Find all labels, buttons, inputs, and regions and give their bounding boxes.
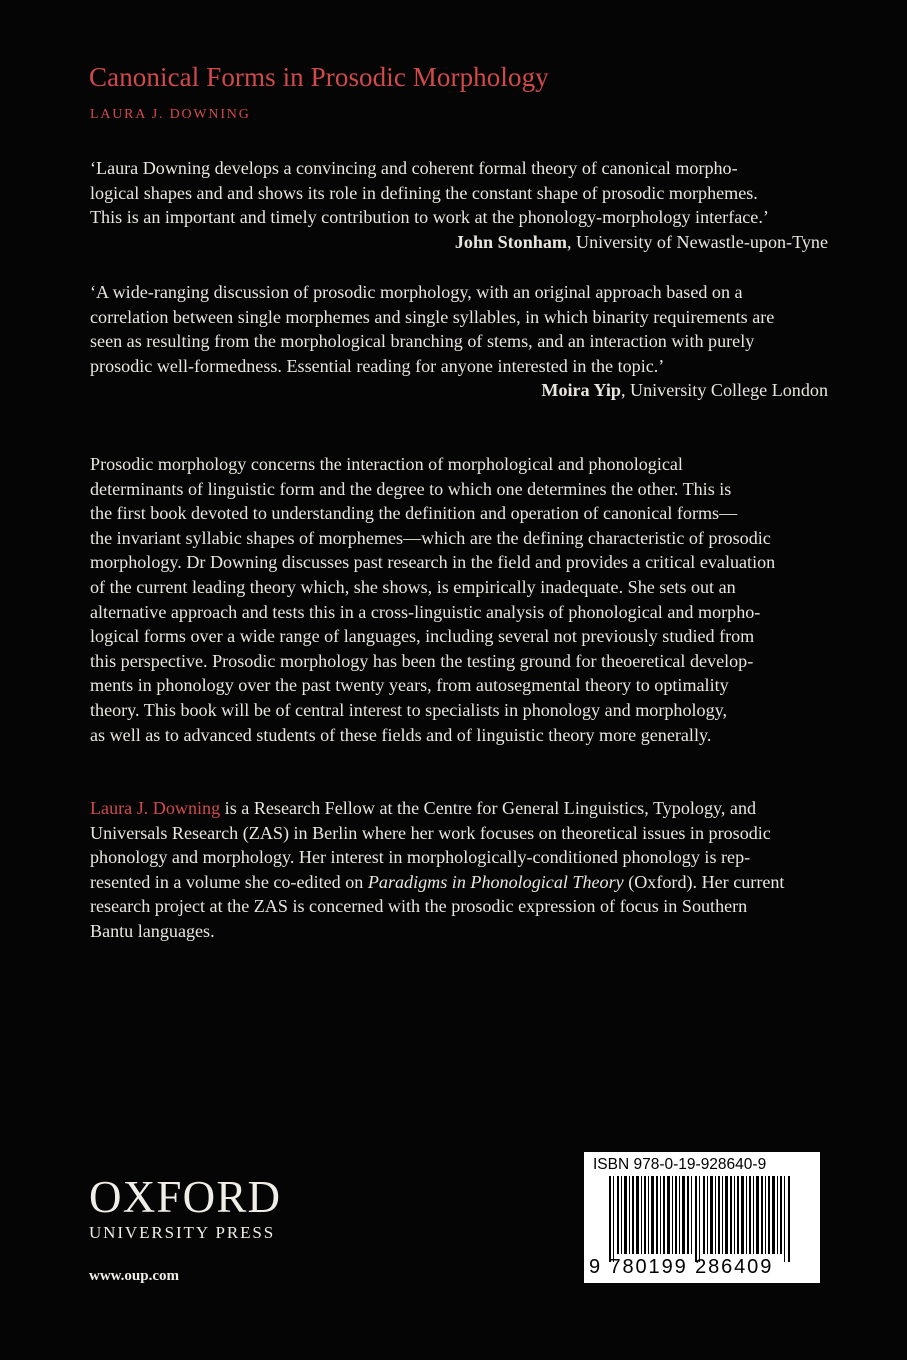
book-description: [90, 452, 830, 747]
author-name: LAURA J. DOWNING: [90, 107, 251, 122]
review-quote-2: [90, 280, 828, 403]
reviewer-affiliation: , University of Newastle-upon-Tyne: [566, 231, 828, 252]
description-line: alternative approach and tests this in a cross-linguistic analysis of phonological and morpho-: [90, 601, 761, 622]
quote-line: logical shapes and and shows its role in defining the constant shape of prosodic morphemes.: [90, 182, 758, 203]
bio-line: Universals Research (ZAS) in Berlin where her work focuses on theoretical issues in prosodic: [90, 822, 771, 843]
review-quote-1: [90, 156, 828, 254]
description-line: as well as to advanced students of these fields and of linguistic theory more generally.: [90, 724, 712, 745]
book-title: Canonical Forms in Prosodic Morphology: [89, 62, 549, 92]
bio-text: (Oxford). Her current: [623, 871, 785, 892]
publisher-logo: [89, 1172, 282, 1243]
isbn-number: ISBN 978-0-19-928640-9: [593, 1156, 767, 1173]
description-line: the first book devoted to understanding the definition and operation of canonical forms—: [90, 503, 738, 524]
quote-line: This is an important and timely contribution to work at the phonology-morphology interface.’: [90, 207, 769, 228]
description-line: this perspective. Prosodic morphology has been the testing ground for theoeretical develop-: [90, 650, 754, 671]
reviewer-name: Moira Yip: [541, 380, 621, 401]
description-line: the invariant syllabic shapes of morphemes—which are the defining characteristic of prosodic: [90, 527, 771, 548]
quote-line: correlation between single morphemes and single syllables, in which binarity requirements are: [90, 306, 775, 327]
description-line: Prosodic morphology concerns the interaction of morphological and phonological: [90, 454, 683, 474]
publisher-website: www.oup.com: [89, 1268, 180, 1284]
bio-line: [90, 796, 830, 821]
bio-line: research project at the ZAS is concerned with the prosodic expression of focus in Southern: [90, 896, 748, 917]
description-line: determinants of linguistic form and the degree to which one determines the other. This is: [90, 478, 732, 499]
author-bio: [90, 796, 830, 944]
description-line: morphology. Dr Downing discusses past research in the field and provides a critical evaluation: [90, 552, 776, 573]
quote-attribution: [90, 378, 828, 403]
description-line: of the current leading theory which, she shows, is empirically inadequate. She sets out an: [90, 576, 736, 597]
barcode-digits: 9 780199 286409: [589, 1256, 774, 1278]
bio-line: phonology and morphology. Her interest in morphologically-conditioned phonology is rep-: [90, 847, 751, 868]
edited-volume-title: Paradigms in Phonological Theory: [367, 871, 624, 892]
publisher-press: UNIVERSITY PRESS: [89, 1223, 276, 1242]
quote-attribution: [90, 230, 828, 255]
reviewer-affiliation: , University College London: [620, 380, 828, 401]
description-line: logical forms over a wide range of languages, including several not previously studied from: [90, 626, 755, 647]
quote-line: seen as resulting from the morphological branching of stems, and an interaction with purely: [90, 331, 755, 352]
quote-line: ‘Laura Downing develops a convincing and coherent formal theory of canonical morpho-: [90, 158, 738, 178]
quote-line: ‘A wide-ranging discussion of prosodic morphology, with an original approach based on a: [90, 282, 743, 302]
bio-text: resented in a volume she co-edited on: [90, 871, 368, 892]
description-line: theory. This book will be of central interest to specialists in phonology and morphology,: [90, 699, 728, 720]
publisher-name: OXFORD: [89, 1172, 282, 1222]
bio-line: Bantu languages.: [90, 920, 215, 941]
bio-text: is a Research Fellow at the Centre for General Linguistics, Typology, and: [220, 798, 757, 818]
bio-author-name: Laura J. Downing: [90, 798, 221, 818]
bio-line: [90, 870, 830, 895]
isbn-barcode: [584, 1152, 820, 1283]
description-line: ments in phonology over the past twenty years, from autosegmental theory to optimality: [90, 675, 729, 696]
quote-line: prosodic well-formedness. Essential reading for anyone interested in the topic.’: [90, 355, 665, 376]
reviewer-name: John Stonham: [454, 231, 567, 252]
